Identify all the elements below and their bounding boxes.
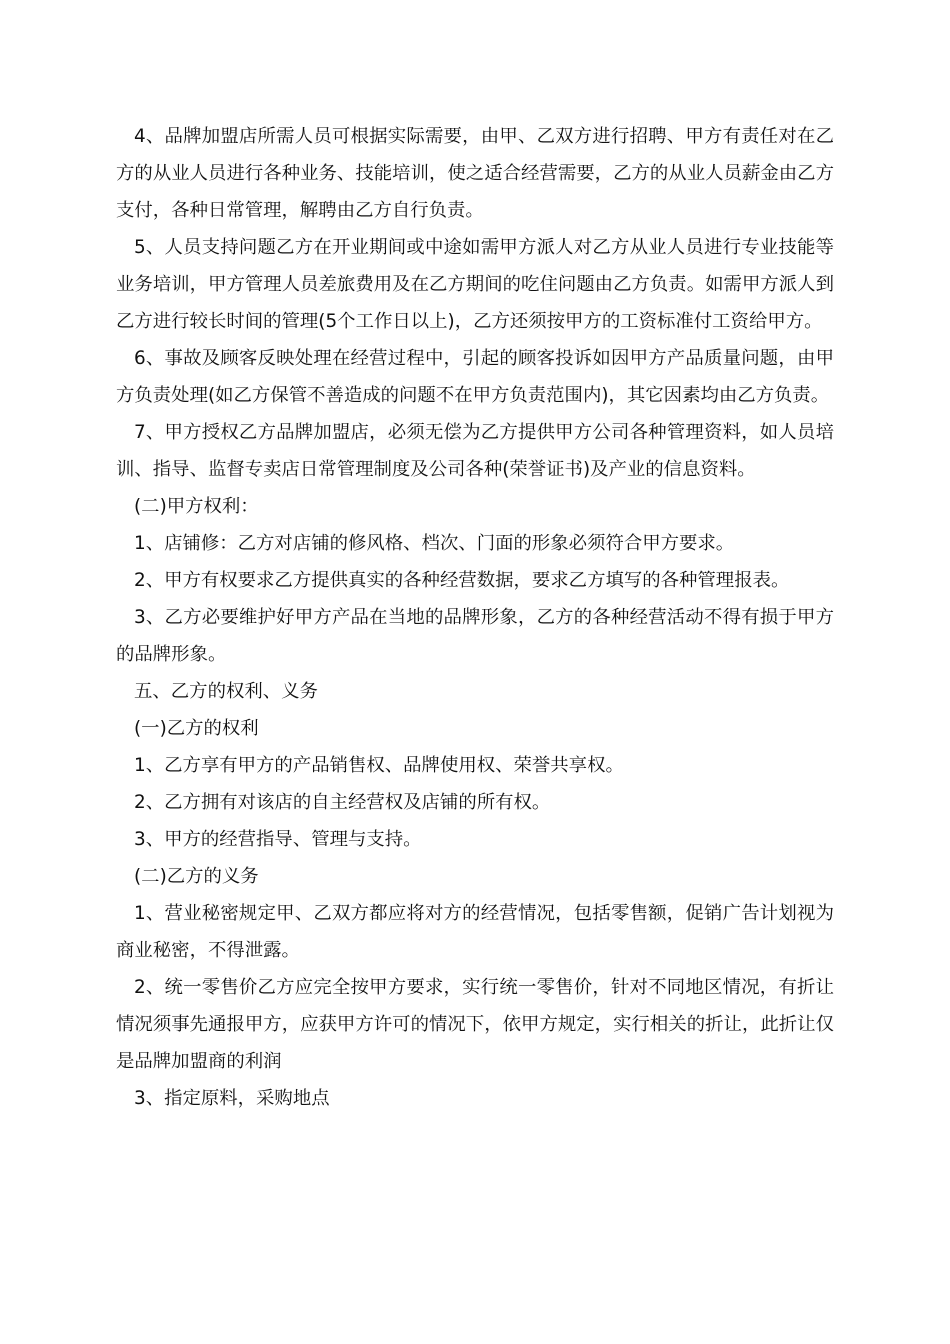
document-body bbox=[116, 118, 834, 1117]
paragraph-raw-materials: 3、指定原料，采购地点 bbox=[134, 1088, 330, 1109]
paragraph-autonomy: 2、乙方拥有对该店的自主经营权及店铺的所有权。 bbox=[134, 792, 551, 813]
paragraph-sales-rights: 1、乙方享有甲方的产品销售权、品牌使用权、荣誉共享权。 bbox=[134, 755, 624, 776]
paragraph-brand-image: 3、乙方必要维护好甲方产品在当地的品牌形象，乙方的各种经营活动不得有损于甲方的品牌形象。 bbox=[116, 607, 834, 665]
subheading-party-a-rights: (二)甲方权利： bbox=[134, 496, 259, 517]
paragraph-operating-data: 2、甲方有权要求乙方提供真实的各种经营数据，要求乙方填写的各种管理报表。 bbox=[134, 570, 790, 591]
paragraph-staff-recruitment: 4、品牌加盟店所需人员可根据实际需要，由甲、乙双方进行招聘、甲方有责任对在乙方的从业人员进行各种业务、技能培训，使之适合经营需要，乙方的从业人员薪金由乙方支付，各种日常管理，解聘由乙方自行负责。 bbox=[116, 126, 834, 221]
paragraph-staff-support: 5、人员支持问题乙方在开业期间或中途如需甲方派人对乙方从业人员进行专业技能等业务培训，甲方管理人员差旅费用及在乙方期间的吃住问题由乙方负责。如需甲方派人到乙方进行较长时间的管理(5个工作日以上)，乙方还须按甲方的工资标准付工资给甲方。 bbox=[116, 237, 834, 332]
paragraph-trade-secrets: 1、营业秘密规定甲、乙双方都应将对方的经营情况，包括零售额，促销广告计划视为商业秘密，不得泄露。 bbox=[116, 903, 834, 961]
paragraph-management-materials: 7、甲方授权乙方品牌加盟店，必须无偿为乙方提供甲方公司各种管理资料，如人员培训、指导、监督专卖店日常管理制度及公司各种(荣誉证书)及产业的信息资料。 bbox=[116, 422, 834, 480]
paragraph-guidance: 3、甲方的经营指导、管理与支持。 bbox=[134, 829, 422, 850]
paragraph-unified-price: 2、统一零售价乙方应完全按甲方要求，实行统一零售价，针对不同地区情况，有折让情况须事先通报甲方，应获甲方许可的情况下，依甲方规定，实行相关的折让，此折让仅是品牌加盟商的利润 bbox=[116, 977, 834, 1072]
subheading-party-b-rights: (一)乙方的权利 bbox=[134, 718, 259, 739]
paragraph-complaint-handling: 6、事故及顾客反映处理在经营过程中，引起的顾客投诉如因甲方产品质量问题，由甲方负责处理(如乙方保管不善造成的问题不在甲方负责范围内)，其它因素均由乙方负责。 bbox=[116, 348, 834, 406]
paragraph-store-decoration: 1、店铺修：乙方对店铺的修风格、档次、门面的形象必须符合甲方要求。 bbox=[134, 533, 735, 554]
section-heading-party-b: 五、乙方的权利、义务 bbox=[134, 681, 318, 702]
subheading-party-b-duties: (二)乙方的义务 bbox=[134, 866, 259, 887]
